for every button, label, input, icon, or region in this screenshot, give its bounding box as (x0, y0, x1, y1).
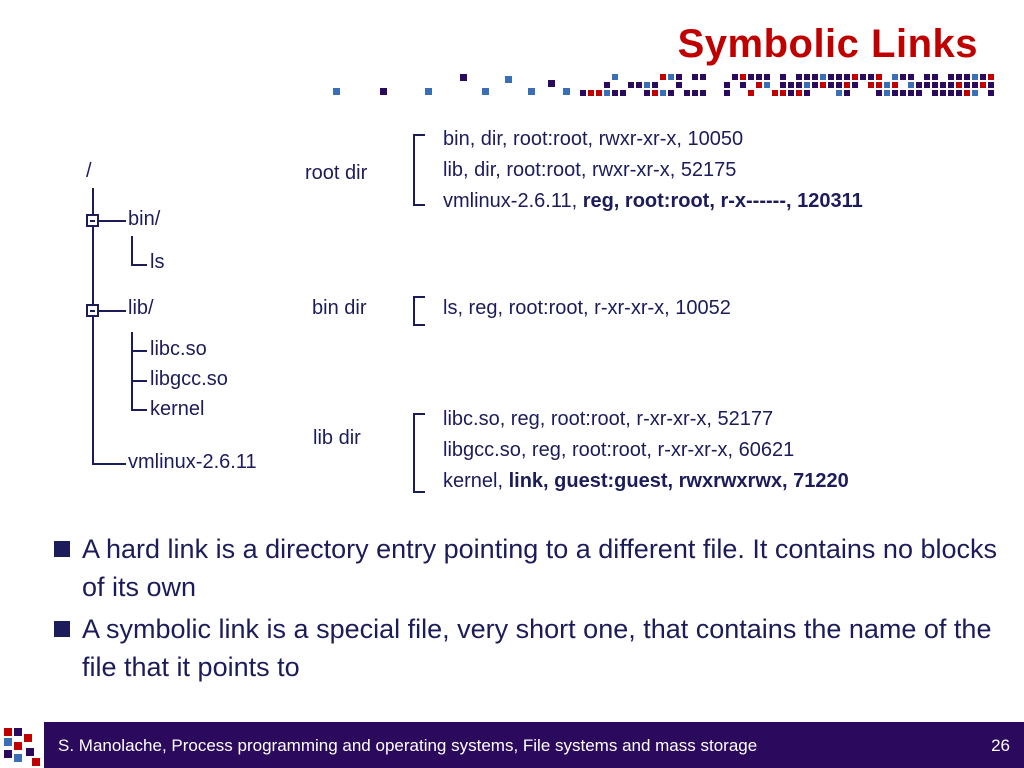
decorative-square (628, 82, 634, 88)
decorative-square (956, 82, 962, 88)
bullet-list (52, 530, 1002, 690)
decorative-square (764, 82, 770, 88)
tree-branch-lib-vertical (131, 332, 133, 410)
bullet-item: A symbolic link is a special file, very short one, that contains the name of the file that it points to (52, 610, 1002, 686)
decorative-square (836, 90, 842, 96)
dir-entry: libc.so, reg, root:root, r-xr-xr-x, 52177 (443, 408, 774, 430)
decorative-square (908, 82, 914, 88)
decorative-square (916, 82, 922, 88)
dir-entry: lib, dir, root:root, rwxr-xr-x, 52175 (443, 159, 737, 181)
decorative-square (604, 82, 610, 88)
decorative-square (980, 74, 986, 80)
decorative-square (780, 90, 786, 96)
decorative-squares (0, 0, 1024, 110)
decorative-square (756, 82, 762, 88)
decorative-square (964, 74, 970, 80)
decorative-square (932, 90, 938, 96)
decorative-square (748, 90, 754, 96)
decorative-square (668, 90, 674, 96)
university-logo-icon (0, 724, 44, 768)
footer (0, 722, 1024, 768)
bin-dir-entries (443, 293, 731, 324)
decorative-square (972, 90, 978, 96)
decorative-square (796, 74, 802, 80)
decorative-square (604, 90, 610, 96)
decorative-square (652, 82, 658, 88)
decorative-square (804, 74, 810, 80)
decorative-square (964, 82, 970, 88)
decorative-square (948, 74, 954, 80)
decorative-square (868, 74, 874, 80)
tree-root: / (86, 160, 92, 182)
collapse-toggle-lib[interactable] (86, 304, 99, 317)
decorative-square (788, 90, 794, 96)
decorative-square (588, 90, 594, 96)
decorative-square (908, 74, 914, 80)
decorative-square (596, 90, 602, 96)
decorative-square (812, 74, 818, 80)
decorative-square (563, 88, 570, 95)
decorative-square (940, 90, 946, 96)
decorative-square (876, 74, 882, 80)
decorative-square (764, 74, 770, 80)
decorative-square (828, 82, 834, 88)
tree-node-libc[interactable]: libc.so (150, 338, 207, 360)
decorative-square (528, 88, 535, 95)
decorative-square (964, 90, 970, 96)
square-bullet-icon (54, 621, 70, 637)
decorative-square (700, 90, 706, 96)
slide-title: Symbolic Links (677, 22, 978, 66)
lib-dir-entries (443, 404, 849, 497)
decorative-square (684, 90, 690, 96)
decorative-square (796, 90, 802, 96)
dir-entry: ls, reg, root:root, r-xr-xr-x, 10052 (443, 297, 731, 319)
decorative-square (612, 90, 618, 96)
decorative-square (956, 74, 962, 80)
decorative-square (505, 76, 512, 83)
bin-dir-label: bin dir (312, 297, 367, 319)
lib-dir-bracket (413, 413, 425, 493)
collapse-toggle-bin[interactable] (86, 214, 99, 227)
decorative-square (812, 82, 818, 88)
decorative-square (972, 82, 978, 88)
root-dir-bracket (413, 134, 425, 206)
decorative-square (644, 90, 650, 96)
decorative-square (788, 82, 794, 88)
tree-branch-bin (99, 220, 126, 222)
decorative-square (724, 82, 730, 88)
decorative-square (916, 90, 922, 96)
decorative-square (868, 82, 874, 88)
decorative-square (852, 74, 858, 80)
tree-branch-vmlinux (92, 463, 126, 465)
decorative-square (836, 82, 842, 88)
decorative-square (980, 82, 986, 88)
decorative-square (932, 82, 938, 88)
decorative-square (644, 82, 650, 88)
decorative-square (732, 74, 738, 80)
dir-entry: bin, dir, root:root, rwxr-xr-x, 10050 (443, 128, 744, 150)
tree-node-lib[interactable]: lib/ (128, 297, 154, 319)
decorative-square (380, 88, 387, 95)
tree-node-vmlinux[interactable]: vmlinux-2.6.11 (128, 451, 257, 473)
decorative-square (820, 82, 826, 88)
decorative-square (876, 90, 882, 96)
decorative-square (740, 82, 746, 88)
decorative-square (892, 74, 898, 80)
decorative-square (676, 82, 682, 88)
decorative-square (780, 74, 786, 80)
decorative-square (828, 74, 834, 80)
decorative-square (836, 74, 842, 80)
decorative-square (820, 74, 826, 80)
tree-branch-ls (131, 264, 147, 266)
decorative-square (692, 74, 698, 80)
decorative-square (612, 74, 618, 80)
decorative-square (900, 90, 906, 96)
decorative-square (932, 74, 938, 80)
square-bullet-icon (54, 541, 70, 557)
root-dir-label: root dir (305, 162, 368, 184)
decorative-square (652, 90, 658, 96)
decorative-square (796, 82, 802, 88)
bin-dir-bracket (413, 296, 425, 326)
decorative-square (580, 90, 586, 96)
decorative-square (940, 82, 946, 88)
tree-node-kernel[interactable]: kernel (150, 398, 205, 420)
tree-node-bin[interactable]: bin/ (128, 208, 161, 230)
decorative-square (660, 90, 666, 96)
decorative-square (660, 74, 666, 80)
bullet-item: A hard link is a directory entry pointing to a different file. It contains no blocks of its own (52, 530, 1002, 606)
decorative-square (676, 74, 682, 80)
tree-node-ls[interactable]: ls (150, 251, 165, 273)
decorative-square (772, 90, 778, 96)
decorative-square (748, 74, 754, 80)
dir-entry: kernel, link, guest:guest, rwxrwxrwx, 71220 (443, 470, 849, 492)
decorative-square (852, 82, 858, 88)
decorative-square (956, 90, 962, 96)
decorative-square (724, 90, 730, 96)
decorative-square (700, 74, 706, 80)
dir-entry: libgcc.so, reg, root:root, r-xr-xr-x, 60621 (443, 439, 795, 461)
decorative-square (636, 82, 642, 88)
decorative-square (884, 90, 890, 96)
decorative-square (908, 90, 914, 96)
decorative-square (333, 88, 340, 95)
decorative-square (924, 82, 930, 88)
decorative-square (425, 88, 432, 95)
tree-trunk-line (92, 188, 94, 465)
decorative-square (884, 82, 890, 88)
tree-branch-libgcc (131, 380, 147, 382)
decorative-square (948, 82, 954, 88)
decorative-square (988, 74, 994, 80)
decorative-square (948, 90, 954, 96)
decorative-square (460, 74, 467, 81)
decorative-square (924, 74, 930, 80)
lib-dir-label: lib dir (313, 427, 361, 449)
decorative-square (860, 74, 866, 80)
tree-node-libgcc[interactable]: libgcc.so (150, 368, 228, 390)
decorative-square (668, 74, 674, 80)
decorative-square (756, 74, 762, 80)
decorative-square (548, 80, 555, 87)
decorative-square (892, 82, 898, 88)
decorative-square (900, 74, 906, 80)
tree-branch-ls-vertical (131, 236, 133, 266)
decorative-square (972, 74, 978, 80)
decorative-square (740, 74, 746, 80)
decorative-square (482, 88, 489, 95)
tree-branch-kernel (131, 409, 147, 411)
footer-text: S. Manolache, Process programming and operating systems, File systems and mass storage (58, 736, 758, 755)
decorative-square (876, 82, 882, 88)
decorative-square (804, 82, 810, 88)
tree-branch-libc (131, 350, 147, 352)
decorative-square (780, 82, 786, 88)
decorative-square (844, 74, 850, 80)
tree-branch-lib (99, 310, 126, 312)
decorative-square (844, 82, 850, 88)
decorative-square (892, 90, 898, 96)
decorative-square (804, 90, 810, 96)
dir-entry: vmlinux-2.6.11, reg, root:root, r-x------, 120311 (443, 190, 863, 212)
decorative-square (844, 90, 850, 96)
decorative-square (988, 90, 994, 96)
root-dir-entries (443, 124, 863, 217)
decorative-square (988, 82, 994, 88)
decorative-square (620, 90, 626, 96)
page-number: 26 (991, 736, 1010, 755)
decorative-square (692, 90, 698, 96)
